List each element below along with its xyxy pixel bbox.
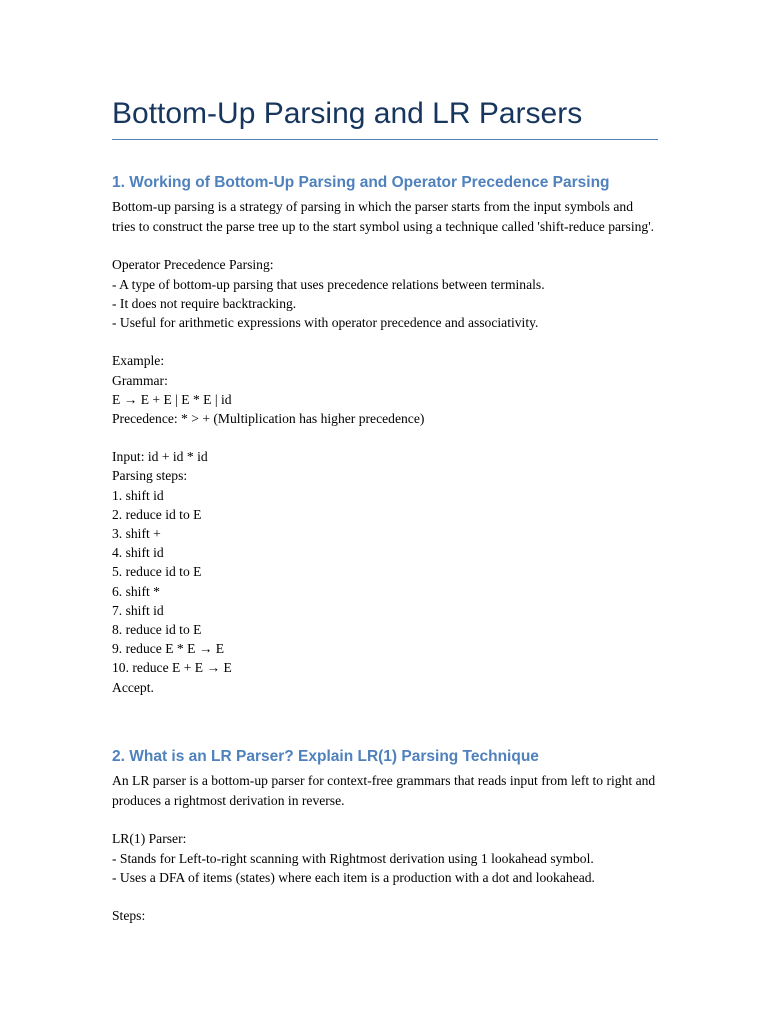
grammar-rule: E → E + E | E * E | id	[112, 391, 232, 407]
parsing-step: 8. reduce id to E	[112, 621, 202, 637]
parsing-step: 4. shift id	[112, 545, 164, 561]
title-underline	[112, 139, 658, 140]
section-body	[112, 771, 658, 925]
document-title: Bottom-Up Parsing and LR Parsers	[112, 97, 583, 130]
parsing-step: 5. reduce id to E	[112, 564, 202, 580]
section-heading: 2. What is an LR Parser? Explain LR(1) Parsing Technique	[112, 748, 539, 765]
lr1-point: - Uses a DFA of items (states) where each item is a production with a dot and lookahead.	[112, 869, 595, 885]
section-lr-parser	[112, 745, 658, 925]
lr1-point: - Stands for Left-to-right scanning with Rightmost derivation using 1 lookahead symbol.	[112, 850, 594, 866]
parsing-step: 3. shift +	[112, 526, 161, 541]
opp-point: - It does not require backtracking.	[112, 295, 297, 311]
steps-label: Parsing steps:	[112, 468, 188, 484]
opp-point: - Useful for arithmetic expressions with operator precedence and associativity.	[112, 314, 539, 330]
example-label: Example:	[112, 353, 165, 369]
parsing-step: 1. shift id	[112, 487, 164, 503]
input-string: Input: id + id * id	[112, 449, 208, 465]
opp-point: - A type of bottom-up parsing that uses precedence relations between terminals.	[112, 276, 545, 292]
section-bottom-up-parsing	[112, 171, 658, 697]
parsing-step: 9. reduce E * E → E	[112, 641, 225, 657]
grammar-label: Grammar:	[112, 372, 168, 388]
section-heading: 1. Working of Bottom-Up Parsing and Operator Precedence Parsing	[112, 174, 610, 191]
parsing-step: 7. shift id	[112, 602, 164, 618]
accept-line: Accept.	[112, 679, 154, 695]
intro-paragraph: An LR parser is a bottom-up parser for context-free grammars that reads input from left to right and produces a rightmost derivation in reverse.	[112, 773, 656, 808]
parsing-step: 2. reduce id to E	[112, 506, 202, 522]
opp-label: Operator Precedence Parsing:	[112, 257, 274, 273]
steps-label: Steps:	[112, 908, 146, 924]
section-body	[112, 197, 658, 697]
precedence-rule: Precedence: * > + (Multiplication has higher precedence)	[112, 410, 425, 426]
intro-paragraph: Bottom-up parsing is a strategy of parsing in which the parser starts from the input symbols and tries to construct the parse tree up to the start symbol using a technique called 'shift-reduce parsing'.	[112, 199, 655, 234]
parsing-step: 10. reduce E + E → E	[112, 660, 232, 676]
lr1-label: LR(1) Parser:	[112, 831, 187, 847]
parsing-step: 6. shift *	[112, 583, 160, 599]
